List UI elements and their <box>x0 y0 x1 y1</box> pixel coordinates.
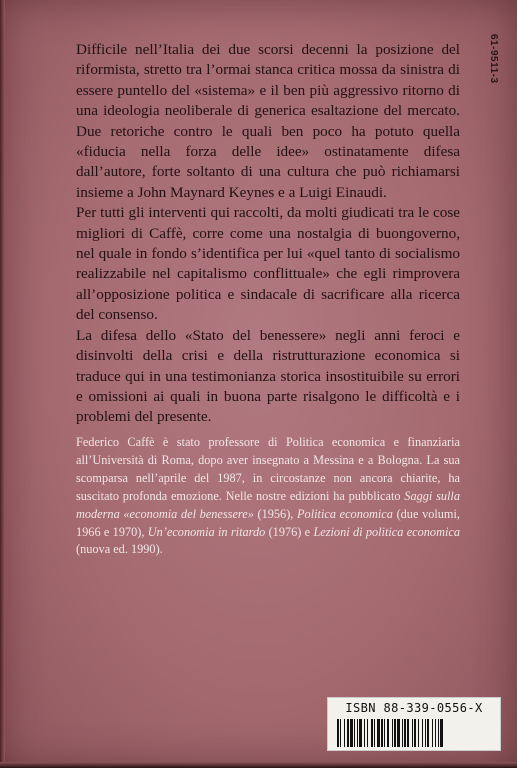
bio-text: Federico Caffè è stato professore di Politica economica e finanziaria all’Università di Roma, dopo aver insegnato a Messina e a Bologna. La sua scomparsa nell’aprile del 1987, in circostanze non ancora chiarite, ha suscitato profonda emozione. Nelle nostre edizioni ha pubblicato <box>76 435 460 503</box>
bio-book-title: Politica economica <box>297 506 393 521</box>
barcode-icon <box>336 719 492 747</box>
author-bio <box>76 434 460 559</box>
cover-bottom-edge <box>0 762 517 768</box>
bio-text: (1976) e <box>265 524 314 539</box>
spine-code: 61-9511-3 <box>488 34 499 84</box>
bio-text: (due volumi, 1966 e 1970), <box>76 506 460 539</box>
bio-book-title: Saggi sulla moderna «economia del benessere» <box>76 488 460 521</box>
bio-text: (nuova ed. 1990). <box>76 542 163 557</box>
isbn-number: ISBN 88-339-0556-X <box>345 701 483 715</box>
bio-book-title: Lezioni di politica economica <box>313 524 460 539</box>
bio-book-title: Un’economia in ritardo <box>147 524 266 539</box>
blurb-text <box>76 40 460 428</box>
author-bio-paragraph <box>76 434 460 559</box>
isbn-barcode-box <box>327 697 501 751</box>
blurb-paragraph-3: La difesa dello «Stato del benessere» negli anni feroci e disinvolti della crisi e della ristrutturazione economica si traduce qui in una testimonianza storica insostituibile su errori e omissioni ai quali in buona parte risalgono le difficoltà e i problemi del presente. <box>76 326 460 426</box>
cover-left-edge <box>0 0 5 768</box>
blurb-paragraph-2: Per tutti gli interventi qui raccolti, da molti giudicati tra le cose migliori di Caffè, corre come una nostalgia di buongoverno, nel quale in fondo s’identifica per lui «quel tanto di socialismo realizzabile nel capitalismo conflittuale» che egli rimprovera all’opposizione politica e sindacale di sacrificare alla ricerca del consenso. <box>76 204 460 324</box>
blurb-paragraph-1: Difficile nell’Italia dei due scorsi decenni la posizione del riformista, stretto tra l’ormai stanca critica mossa da sinistra di essere puntello del «sistema» e il ben più aggressivo ritorno di una ideologia neoliberale di generica esaltazione del mercato. Due retoriche contro le quali ben poco ha potuto quella «fiducia nella forza delle idee» ostinatamente difesa dall’autore, forte soltanto di una cultura che può richiamarsi insieme a John Maynard Keynes e a Luigi Einaudi. <box>76 41 460 201</box>
bio-text: (1956), <box>253 506 298 521</box>
